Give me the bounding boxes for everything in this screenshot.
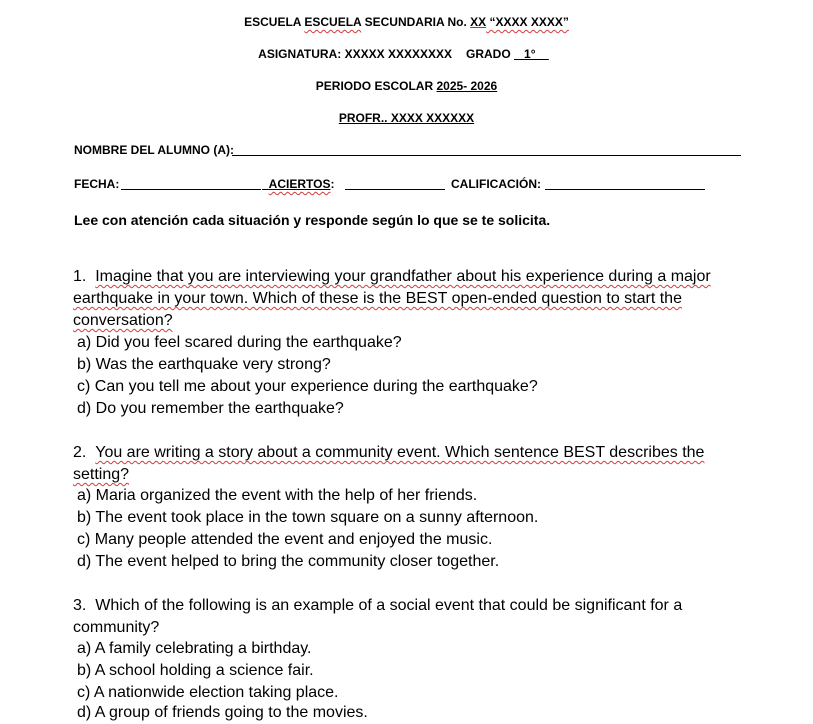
grade-value: 1° bbox=[524, 47, 536, 61]
question-1-text: Imagine that you are interviewing your grandfather about his experience during a major earthquake in your town. Which of these is the BEST open-ended question to start the conversation? bbox=[73, 268, 711, 329]
question-3-option-b[interactable]: b) A school holding a science fair. bbox=[77, 662, 314, 679]
question-3-option-a[interactable]: a) A family celebrating a birthday. bbox=[77, 640, 312, 657]
subject-label: ASIGNATURA: XXXXX XXXXXXXX bbox=[258, 47, 452, 61]
date-label: FECHA: bbox=[74, 177, 120, 191]
question-3-option-d[interactable]: d) A group of friends going to the movies. bbox=[77, 704, 368, 721]
question-3-text: Which of the following is an example of a social event that could be significant for a community? bbox=[73, 597, 683, 636]
school-name: “XXXX XXXX” bbox=[486, 15, 569, 29]
question-2-option-d[interactable]: d) The event helped to bring the community closer together. bbox=[77, 553, 500, 570]
score-line[interactable] bbox=[545, 189, 705, 190]
school-word: ESCUELA bbox=[304, 15, 362, 29]
date-line[interactable] bbox=[121, 189, 261, 190]
teacher-name: PROFR.. XXXX XXXXXX bbox=[338, 111, 475, 125]
question-2-option-a[interactable]: a) Maria organized the event with the help of her friends. bbox=[77, 487, 478, 504]
question-1-option-d[interactable]: d) Do you remember the earthquake? bbox=[77, 400, 344, 417]
school-number: XX bbox=[470, 15, 487, 29]
correct-label: ACIERTOS: bbox=[268, 177, 335, 191]
period-value: 2025- 2026 bbox=[436, 79, 498, 93]
school-period: PERIODO ESCOLAR 2025- 2026 bbox=[315, 79, 498, 93]
subject-line bbox=[0, 47, 810, 61]
question-2: 2. You are writing a story about a community event. Which sentence BEST describes the setting? bbox=[73, 444, 705, 483]
school-heading: ESCUELA ESCUELA SECUNDARIA No. XX “XXXX XXXX” bbox=[244, 15, 569, 29]
instructions: Lee con atención cada situación y responde según lo que se te solicita. bbox=[74, 212, 551, 228]
question-3: 3. Which of the following is an example of a social event that could be significant for a community? bbox=[73, 597, 683, 636]
score-label: CALIFICACIÓN: bbox=[451, 177, 541, 191]
question-2-option-c[interactable]: c) Many people attended the event and enjoyed the music. bbox=[77, 531, 493, 548]
question-2-text: You are writing a story about a community event. Which sentence BEST describes the setting? bbox=[73, 444, 705, 483]
student-name-line[interactable] bbox=[232, 155, 741, 156]
question-1: 1. Imagine that you are interviewing your grandfather about his experience during a major earthquake in your town. Which of these is the BEST open-ended question to start the conversation? bbox=[73, 268, 711, 329]
question-1-option-a[interactable]: a) Did you feel scared during the earthquake? bbox=[77, 334, 402, 351]
grade-label: GRADO bbox=[465, 47, 511, 61]
question-2-option-b[interactable]: b) The event took place in the town square on a sunny afternoon. bbox=[77, 509, 539, 526]
correct-line[interactable] bbox=[345, 189, 445, 190]
question-3-option-c[interactable]: c) A nationwide election taking place. bbox=[77, 684, 339, 701]
question-1-option-c[interactable]: c) Can you tell me about your experience during the earthquake? bbox=[77, 378, 538, 395]
question-1-option-b[interactable]: b) Was the earthquake very strong? bbox=[77, 356, 331, 373]
student-name-label: NOMBRE DEL ALUMNO (A): bbox=[74, 143, 234, 157]
